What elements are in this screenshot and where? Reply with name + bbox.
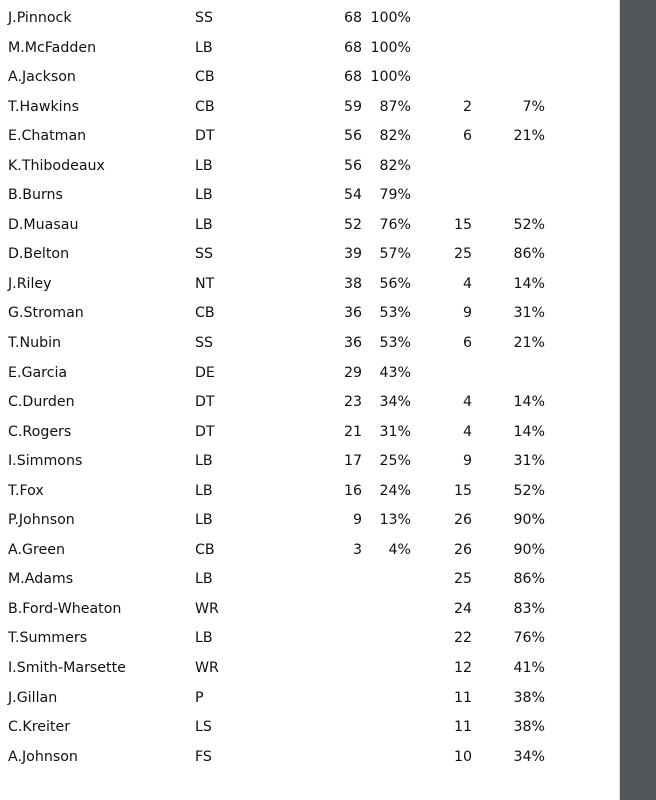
table-row [0,508,619,538]
special-teams-snap-pct: 90% [513,512,545,529]
special-teams-snap-pct: 31% [513,305,545,322]
viewer-side-panel [619,0,656,800]
player-position: FS [195,748,212,765]
player-name: T.Summers [8,630,88,647]
player-position: LB [195,571,213,588]
player-position: CB [195,305,215,322]
defense-snaps: 54 [343,187,362,204]
player-name: B.Burns [8,187,63,204]
defense-snap-pct: 31% [379,423,411,440]
defense-snaps: 59 [343,98,362,115]
player-position: LB [195,216,213,233]
defense-snap-pct: 82% [379,157,411,174]
table-row [0,567,619,597]
table-row [0,390,619,420]
table-row [0,124,619,154]
special-teams-snap-pct: 21% [513,335,545,352]
special-teams-snaps: 15 [453,216,472,233]
player-name: I.Simmons [8,453,83,470]
defense-snaps: 17 [343,453,362,470]
defense-snap-pct: 53% [379,305,411,322]
snap-count-table [0,6,619,774]
special-teams-snap-pct: 76% [513,630,545,647]
player-name: E.Chatman [8,128,87,145]
player-position: DE [195,364,215,381]
table-row [0,449,619,479]
special-teams-snaps: 9 [462,453,472,470]
table-row [0,6,619,36]
table-row [0,538,619,568]
defense-snap-pct: 79% [379,187,411,204]
player-name: D.Belton [8,246,70,263]
table-row [0,656,619,686]
table-row [0,183,619,213]
player-name: D.Muasau [8,216,79,233]
defense-snaps: 16 [343,482,362,499]
defense-snaps: 3 [352,541,362,558]
defense-snap-pct: 13% [379,512,411,529]
special-teams-snaps: 6 [462,128,472,145]
player-position: DT [195,128,215,145]
defense-snaps: 38 [343,275,362,292]
special-teams-snap-pct: 41% [513,660,545,677]
defense-snap-pct: 56% [379,275,411,292]
defense-snaps: 39 [343,246,362,263]
defense-snaps: 36 [343,305,362,322]
special-teams-snaps: 15 [453,482,472,499]
defense-snaps: 68 [343,10,362,26]
player-position: WR [195,660,219,677]
defense-snap-pct: 82% [379,128,411,145]
player-position: CB [195,69,215,86]
special-teams-snap-pct: 52% [513,482,545,499]
player-name: I.Smith-Marsette [8,660,126,677]
player-name: T.Fox [8,482,44,499]
player-name: E.Garcia [8,364,68,381]
player-position: DT [195,394,215,411]
table-row [0,301,619,331]
player-position: SS [195,10,214,26]
special-teams-snaps: 11 [453,719,472,736]
defense-snaps: 9 [352,512,362,529]
defense-snaps: 21 [343,423,362,440]
player-name: T.Nubin [8,335,62,352]
table-row [0,331,619,361]
player-position: LB [195,453,213,470]
table-row [0,715,619,745]
special-teams-snaps: 25 [453,246,472,263]
special-teams-snaps: 4 [462,423,472,440]
defense-snap-pct: 100% [370,39,411,56]
special-teams-snap-pct: 38% [513,719,545,736]
special-teams-snaps: 26 [453,512,472,529]
special-teams-snap-pct: 7% [522,98,545,115]
defense-snaps: 68 [343,39,362,56]
defense-snap-pct: 57% [379,246,411,263]
player-position: P [195,689,204,706]
player-position: LB [195,482,213,499]
player-name: C.Kreiter [8,719,71,736]
player-name: P.Johnson [8,512,75,529]
defense-snap-pct: 4% [388,541,411,558]
table-row [0,242,619,272]
special-teams-snaps: 9 [462,305,472,322]
special-teams-snap-pct: 21% [513,128,545,145]
player-position: LB [195,512,213,529]
player-name: A.Jackson [8,69,76,86]
player-position: NT [195,275,215,292]
player-position: SS [195,335,214,352]
defense-snap-pct: 25% [379,453,411,470]
table-row [0,745,619,775]
defense-snap-pct: 24% [379,482,411,499]
special-teams-snap-pct: 86% [513,571,545,588]
table-row [0,597,619,627]
defense-snap-pct: 100% [370,10,411,26]
player-position: LB [195,187,213,204]
special-teams-snaps: 24 [453,600,472,617]
player-position: WR [195,600,219,617]
special-teams-snap-pct: 14% [513,423,545,440]
player-position: LS [195,719,212,736]
special-teams-snap-pct: 34% [513,748,545,765]
table-row [0,420,619,450]
special-teams-snap-pct: 31% [513,453,545,470]
defense-snaps: 56 [343,157,362,174]
table-row [0,154,619,184]
special-teams-snap-pct: 14% [513,394,545,411]
special-teams-snap-pct: 83% [513,600,545,617]
defense-snap-pct: 43% [379,364,411,381]
player-position: CB [195,98,215,115]
table-row [0,479,619,509]
player-name: T.Hawkins [8,98,79,115]
special-teams-snap-pct: 38% [513,689,545,706]
player-name: C.Durden [8,394,75,411]
special-teams-snap-pct: 14% [513,275,545,292]
table-row [0,272,619,302]
special-teams-snaps: 22 [453,630,472,647]
special-teams-snap-pct: 86% [513,246,545,263]
table-row [0,65,619,95]
table-row [0,36,619,66]
special-teams-snaps: 11 [453,689,472,706]
table-row [0,626,619,656]
special-teams-snaps: 4 [462,394,472,411]
defense-snap-pct: 53% [379,335,411,352]
defense-snaps: 52 [343,216,362,233]
defense-snap-pct: 100% [370,69,411,86]
player-name: K.Thibodeaux [8,157,105,174]
player-name: J.Riley [8,275,52,292]
player-position: DT [195,423,215,440]
player-position: SS [195,246,214,263]
table-row [0,95,619,125]
player-name: A.Johnson [8,748,78,765]
defense-snap-pct: 87% [379,98,411,115]
player-name: A.Green [8,541,65,558]
special-teams-snaps: 6 [462,335,472,352]
player-position: LB [195,39,213,56]
player-name: B.Ford-Wheaton [8,600,122,617]
defense-snaps: 56 [343,128,362,145]
defense-snaps: 23 [343,394,362,411]
player-name: M.Adams [8,571,74,588]
defense-snap-pct: 76% [379,216,411,233]
player-position: LB [195,630,213,647]
special-teams-snap-pct: 90% [513,541,545,558]
special-teams-snaps: 2 [462,98,472,115]
special-teams-snaps: 12 [453,660,472,677]
player-name: C.Rogers [8,423,72,440]
table-row [0,686,619,716]
special-teams-snap-pct: 52% [513,216,545,233]
player-position: CB [195,541,215,558]
defense-snaps: 36 [343,335,362,352]
defense-snap-pct: 34% [379,394,411,411]
player-position: LB [195,157,213,174]
special-teams-snaps: 4 [462,275,472,292]
table-row [0,213,619,243]
special-teams-snaps: 10 [453,748,472,765]
defense-snaps: 68 [343,69,362,86]
player-name: G.Stroman [8,305,84,322]
table-row [0,361,619,391]
player-name: M.McFadden [8,39,97,56]
special-teams-snaps: 25 [453,571,472,588]
special-teams-snaps: 26 [453,541,472,558]
player-name: J.Gillan [8,689,58,706]
player-name: J.Pinnock [8,10,72,26]
defense-snaps: 29 [343,364,362,381]
